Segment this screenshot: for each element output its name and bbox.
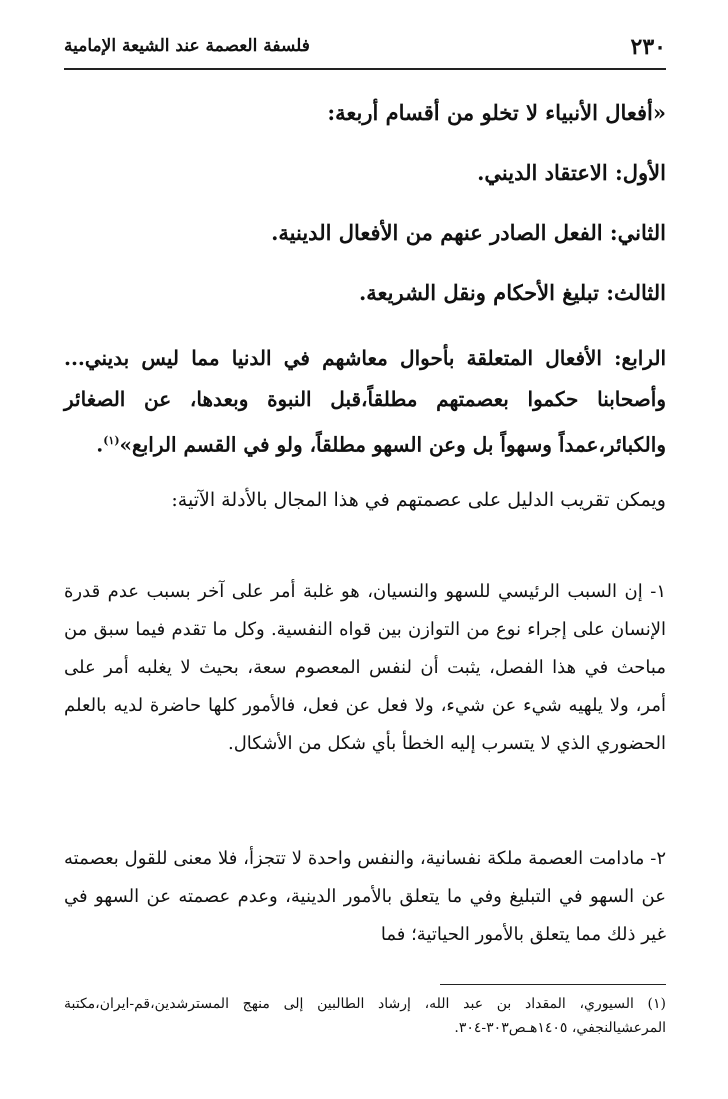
body-intro-paragraph: ويمكن تقريب الدليل على عصمتهم في هذا المجال بالأدلة الآتية:	[171, 489, 666, 511]
quote-end-period: .	[96, 432, 104, 457]
quote-item-fourth-text: الرابع: الأفعال المتعلقة بأحوال معاشهم في الدنيا مما ليس بديني... وأصحابنا حكموا بعصمتهم مطلقاً،قبل النبوة وبعدها، عن الصغائر والكبائر،عمداً وسهواً بل وعن السهو مطلقاً، ولو في القسم الرابع»	[64, 346, 666, 457]
argument-point-2: ٢- مادامت العصمة ملكة نفسانية، والنفس واحدة لا تتجزأ، فلا معنى للقول بعصمته عن السهو في التبليغ وفي ما يتعلق بالأمور الدينية، وعدم عصمته عن السهو في غير ذلك مما يتعلق بالأمور الحياتية؛ فما	[64, 848, 666, 945]
argument-point-1: ١- إن السبب الرئيسي للسهو والنسيان، هو غلبة أمر على آخر بسبب عدم قدرة الإنسان على إجراء نوع من التوازن بين قواه النفسية. وكل ما تقدم فيما سبق من مباحث في هذا الفصل، يثبت أن لنفس المعصوم سعة، بحيث لا يغلبه أمر على أمر، ولا يلهيه شيء عن شيء، ولا فعل عن فعل، فالأمور كلها حاضرة لديه بالعلم الحضوري الذي لا يتسرب إليه الخطأ بأي شكل من الأشكال.	[64, 581, 666, 754]
quote-item-second: الثاني: الفعل الصادر عنهم من الأفعال الدينية.	[271, 220, 666, 245]
footnote-reference: (١)	[103, 434, 120, 447]
running-title: فلسفة العصمة عند الشيعة الإمامية	[64, 36, 310, 56]
quote-item-third: الثالث: تبليغ الأحكام ونقل الشريعة.	[358, 280, 666, 305]
page-number: ٢٣٠	[630, 34, 666, 60]
quote-item-fourth	[64, 338, 666, 466]
header-rule	[64, 68, 666, 70]
running-header	[64, 30, 666, 64]
quote-intro: «أفعال الأنبياء لا تخلو من أقسام أربعة:	[327, 100, 666, 125]
quote-item-first: الأول: الاعتقاد الديني.	[477, 160, 666, 185]
footnote: (١) السيوري، المقداد بن عبد الله، إرشاد الطالبين إلى منهج المسترشدين،قم-ايران،مكتبة المرعشيالنجفي، ١٤٠٥هـص٣٠٣-٣٠٤.	[64, 996, 666, 1036]
footnote-rule	[440, 984, 666, 985]
